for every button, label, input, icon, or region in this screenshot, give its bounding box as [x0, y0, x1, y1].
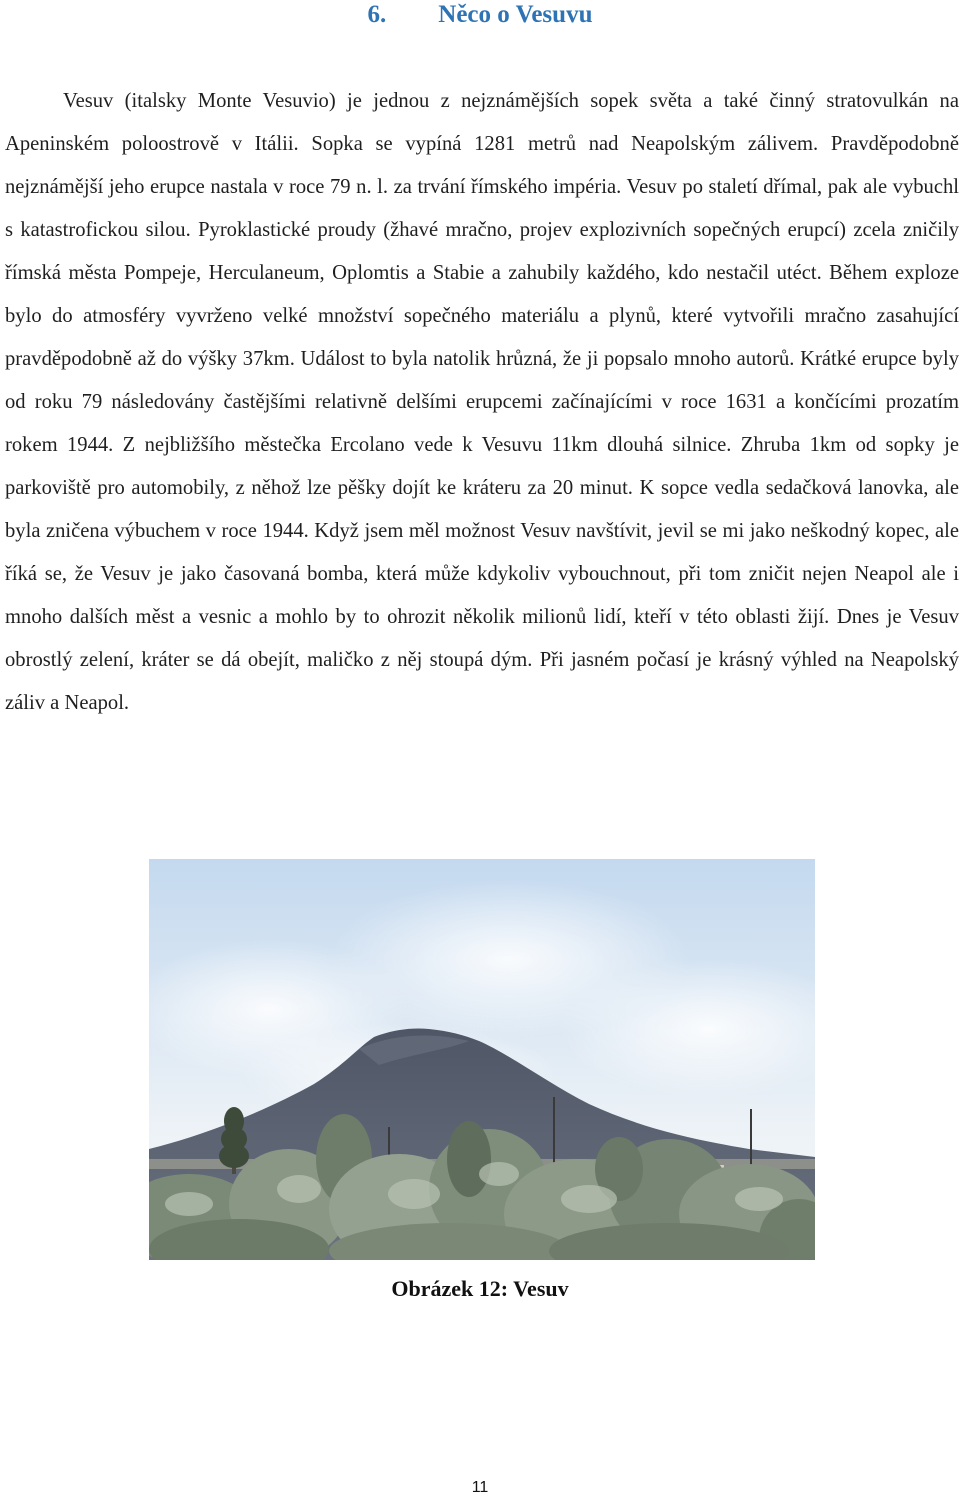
- body-paragraph: Vesuv (italsky Monte Vesuvio) je jednou z nejznámějších sopek světa a také činný stratovulkán na Apeninském poloostrově v Itálii. Sopka se vypíná 1281 metrů nad Neapolským zálivem. Pravděpodobně nejznámější jeho erupce nastala v roce 79 n. l. za trvání římského impéria. Vesuv po staletí dřímal, pak ale vybuchl s katastrofickou silou. Pyroklastické proudy (žhavé mračno, projev explozivních sopečných erupcí) zcela zničily římská města Pompeje, Herculaneum, Oplomtis a Stabie a zahubily každého, kdo nestačil utéct. Během exploze bylo do atmosféry vyvrženo velké množství sopečného materiálu a plynů, které vytvořili mračno zasahující pravděpodobně až do výšky 37km. Událost to byla natolik hrůzná, že ji popsalo mnoho autorů. Krátké erupce byly od roku 79 následovány častějšími relativně delšími erupcemi začínajícími v roce 1631 a končícími prozatím rokem 1944. Z nejbližšího městečka Ercolano vede k Vesuvu 11km dlouhá silnice. Zhruba 1km od sopky je parkoviště pro automobily, z něhož lze pěšky dojít ke kráteru za 20 minut. K sopce vedla sedačková lanovka, ale byla zničena výbuchem v roce 1944. Když jsem měl možnost Vesuv navštívit, jevil se mi jako neškodný kopec, ale říká se, že Vesuv je jako časovaná bomba, která může kdykoliv vybouchnout, při tom zničit nejen Neapol ale i mnoho dalších měst a vesnic a mohlo by to ohrozit několik milionů lidí, kteří v této oblasti žijí. Dnes je Vesuv obrostlý zelení, kráter se dá obejít, maličko z něj stoupá dým. Při jasném počasí je krásný výhled na Neapolský záliv a Neapol.: [5, 90, 959, 714]
- section-title: Něco o Vesuvu: [438, 1, 593, 28]
- section-heading: [0, 0, 960, 32]
- page-number: 11: [471, 1479, 489, 1496]
- vesuvius-photo: [149, 859, 815, 1260]
- section-number: 6.: [367, 1, 387, 28]
- figure-caption: Obrázek 12: Vesuv: [391, 1276, 569, 1301]
